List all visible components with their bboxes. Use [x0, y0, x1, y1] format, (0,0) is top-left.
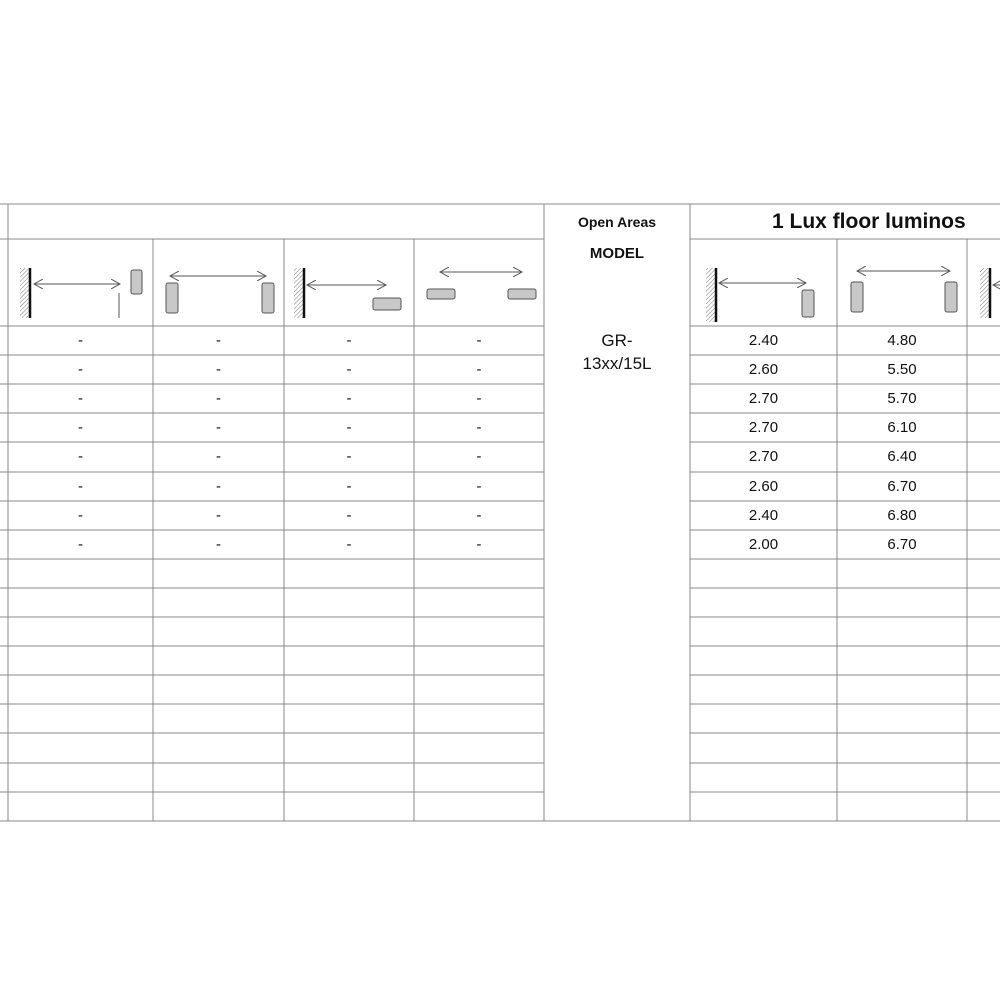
table-cell: -: [346, 506, 352, 524]
table-cell: -: [346, 390, 352, 408]
table-cell: 2.70: [748, 419, 779, 437]
tall-to-tall-fixture-icon: [166, 276, 274, 313]
table-cell: -: [346, 361, 352, 379]
open-areas-heading: Open Areas: [577, 213, 657, 230]
table-cell: 6.70: [887, 477, 917, 495]
table-cell: 5.70: [887, 390, 917, 408]
table-cell: -: [216, 477, 221, 495]
table-cell: -: [216, 419, 221, 437]
table-cell: -: [476, 535, 482, 553]
table-cell: -: [346, 419, 352, 437]
table-cell: 5.50: [887, 361, 917, 379]
table-cell: -: [78, 390, 83, 408]
table-cell: -: [476, 419, 482, 437]
table-cell: 2.60: [748, 477, 779, 495]
table-cell: -: [476, 506, 482, 524]
table-cell: -: [78, 535, 83, 553]
diagram-icons: [20, 268, 1000, 322]
table-cell: -: [78, 419, 83, 437]
table-cell: 6.10: [887, 419, 917, 437]
model-value: [544, 329, 690, 389]
flat-to-flat-fixture-icon: [427, 272, 536, 299]
table-cell: -: [346, 477, 352, 495]
table-cell: -: [78, 448, 83, 466]
lux-heading: 1 Lux floor luminos: [772, 209, 966, 233]
table-cell: -: [78, 332, 83, 350]
table-cell: -: [346, 535, 352, 553]
table-cell: 2.40: [748, 506, 779, 524]
table-cell: -: [78, 361, 83, 379]
wall-to-tall-fixture-icon: [20, 268, 142, 318]
table-cell: -: [216, 390, 221, 408]
wall-to-flat-fixture-icon: [294, 268, 401, 318]
table-cell: 6.70: [887, 535, 917, 553]
table-cell: -: [476, 477, 482, 495]
table-cell: -: [216, 506, 221, 524]
table-cell: 2.70: [748, 390, 779, 408]
table-cell: 6.40: [887, 448, 917, 466]
table-cell: 2.40: [748, 332, 779, 350]
model-heading: MODEL: [589, 244, 645, 262]
table-cell: 6.80: [887, 506, 917, 524]
table-cell: -: [78, 506, 83, 524]
table-cell: -: [216, 332, 221, 350]
table-cell: -: [346, 332, 352, 350]
table-cell: -: [476, 448, 482, 466]
table-cell: 2.60: [748, 361, 779, 379]
table-cell: -: [78, 477, 83, 495]
table-cell: -: [216, 535, 221, 553]
table-cell: -: [476, 361, 482, 379]
table-cell: -: [476, 332, 482, 350]
table-cell: -: [216, 448, 221, 466]
model-value-line1: GR-: [601, 331, 633, 350]
wall-to-tall-fixture-icon: [706, 268, 814, 322]
tall-to-tall-fixture-icon: [851, 271, 957, 312]
table-cell: 2.00: [748, 535, 779, 553]
table-cell: -: [346, 448, 352, 466]
wall-partial-icon: [980, 268, 1000, 318]
table-cell: 2.70: [748, 448, 779, 466]
model-value-line2: 13xx/15L: [582, 354, 652, 373]
table-cell: -: [216, 361, 221, 379]
table-cell: -: [476, 390, 482, 408]
table-cell: 4.80: [887, 332, 917, 350]
